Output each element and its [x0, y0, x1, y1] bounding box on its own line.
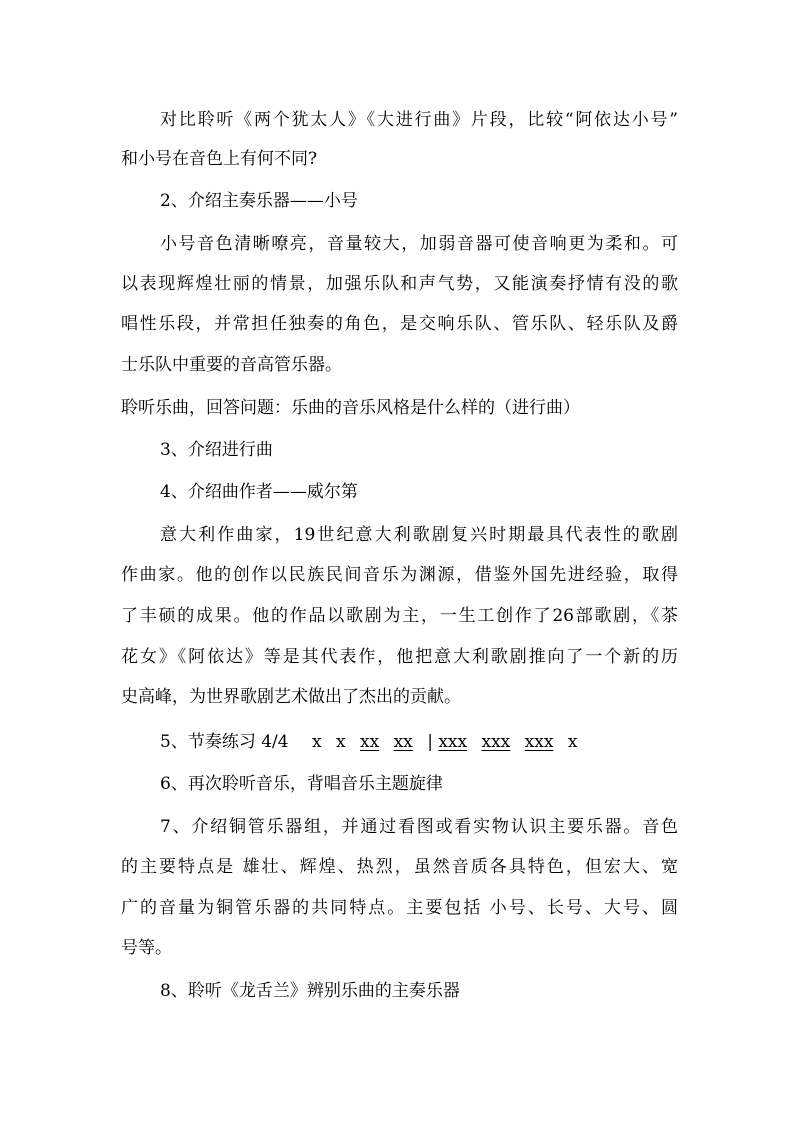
- rhythm-note: xx: [393, 732, 413, 752]
- paragraph-4-line-5: 史高峰，为世界歌剧艺术做出了杰出的贡献。: [121, 687, 461, 707]
- rhythm-heading: 5、节奏练习 4/4: [160, 732, 289, 752]
- rhythm-note: xx: [360, 732, 380, 752]
- rhythm-note: x: [336, 732, 346, 752]
- paragraph-7-line-1: 7、介绍铜管乐器组，并通过看图或看实物认识主要乐器。音色: [160, 817, 678, 837]
- paragraph-7-line-4: 号等。: [121, 938, 172, 958]
- paragraph-2-line-4: 士乐队中重要的音高管乐器。: [121, 355, 342, 375]
- heading-6: 6、再次聆听音乐，背唱音乐主题旋律: [160, 774, 443, 794]
- heading-3: 3、介绍进行曲: [160, 440, 273, 460]
- paragraph-4-line-2: 作曲家。他的创作以民族民间音乐为渊源，借鉴外国先进经验，取得: [121, 565, 678, 585]
- heading-8: 8、聆听《龙舌兰》辨别乐曲的主奏乐器: [160, 981, 460, 1001]
- rhythm-note: xxx: [481, 732, 511, 752]
- heading-2: 2、介绍主奏乐器——小号: [160, 191, 358, 211]
- paragraph-4-line-1: 意大利作曲家，19世纪意大利歌剧复兴时期最具代表性的歌剧: [160, 525, 678, 545]
- paragraph-3: 聆听乐曲，回答问题：乐曲的音乐风格是什么样的（进行曲）: [121, 398, 580, 418]
- paragraph-2-line-3: 唱性乐段，并常担任独奏的角色，是交响乐队、管乐队、轻乐队及爵: [121, 314, 678, 334]
- paragraph-2-line-1: 小号音色清晰嘹亮，音量较大，加弱音器可使音响更为柔和。可: [160, 234, 678, 254]
- rhythm-note: x: [567, 732, 578, 752]
- paragraph-4-line-3: 了丰硕的成果。他的作品以歌剧为主，一生工创作了26部歌剧，《茶: [121, 606, 678, 626]
- paragraph-7-line-2: 的主要特点是 雄壮、辉煌、热烈，虽然音质各具特色，但宏大、宽: [121, 857, 678, 877]
- heading-4: 4、介绍曲作者——威尔第: [160, 482, 358, 502]
- rhythm-note: xxx: [524, 732, 554, 752]
- rhythm-barline: |: [427, 732, 433, 752]
- paragraph-1-line-1: 对比聆听《两个犹太人》《大进行曲》片段，比较“阿依达小号”: [160, 110, 678, 130]
- paragraph-7-line-3: 广的音量为铜管乐器的共同特点。主要包括 小号、长号、大号、圆: [121, 898, 678, 918]
- rhythm-note: x: [312, 732, 322, 752]
- paragraph-1-line-2: 和小号在音色上有何不同?: [121, 149, 318, 169]
- paragraph-2-line-2: 以表现辉煌壮丽的情景，加强乐队和声气势，又能演奏抒情有没的歌: [121, 274, 678, 294]
- paragraph-4-line-4: 花女》《阿依达》等是其代表作，他把意大利歌剧推向了一个新的历: [121, 647, 678, 667]
- rhythm-exercise: [160, 731, 586, 753]
- rhythm-note: xxx: [438, 732, 468, 752]
